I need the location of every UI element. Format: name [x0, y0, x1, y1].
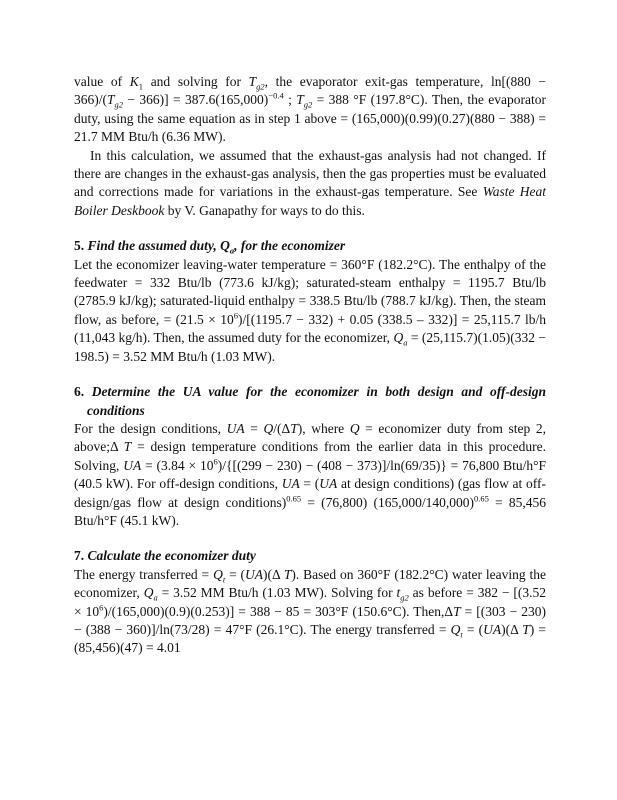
step-5-heading: 5. Find the assumed duty, $Q_a$, for the economizer: [74, 238, 346, 256]
step-7-body: The energy transferred = $Q_t = (UA)(\Delta$ T). Based on 360°F (182.2°C) water leaving the economizer, $Q_a = 3.52$ MM Btu/h (1.03 MW). Solving for $t_{g2}$ as before = $382 - [(3.52 \times 10^6)/(165,000)(0.9)(0.253)] = 388 - 85 = 303^\circ F$ (150.6°C). Then,ΔT = [(303 − 230) − (388 − 360)]/ln(73/28) = 47°F (26.1°C). The energy transferred = $Q_t = (UA)(\Delta$ T) = (85,456)(47) = 4.01: [74, 566, 547, 656]
step-5-body: Let the economizer leaving-water temperature = 360°F (182.2°C). The enthalpy of the feedwater = 332 Btu/lb (773.6 kJ/kg); saturated-steam enthalpy = 1195.7 Btu/lb (2785.9 kJ/kg); saturated-liquid enthalpy = 338.5 Btu/lb (788.7 kJ/kg). Then, the steam flow, as before, = $(21.5 \times 10^6)/[(1195.7 - 332) + 0.05$ (338.5 – 332)] = 25,115.7 lb/h (11,043 kg/h). Then, the assumed duty for the economizer, $Q_a = (25,115.7)(1.05)(332 - 198.5) = 3.52$ MM Btu/h (1.03 MW).: [74, 256, 546, 364]
step-6-heading: 6. Determine the UA value for the economizer in both design and off-design conditions: [74, 384, 547, 418]
paragraph-evaporator-solution: value of $K_1$ and solving for $T_{g2}$, the evaporator exit-gas temperature, $\ln[(880 - 366)/(T_{g2} - 366)] = 387.6(165,000)^{-0.4}$ ; $T_{g2} = 388$ °F (197.8°C). Then, the evaporator duty, using the same equation as in step 1 above = (165,000)(0.99)(0.27)(880 − 388) = 21.7 MM Btu/h (6.36 MW).: [74, 74, 546, 145]
step-6-body: For the design conditions, UA = Q/(ΔT), where Q = economizer duty from step 2, above;Δ T = design temperature conditions from the earlier data in this procedure. Solving, UA = $(3.84 \times 10^6)/\{[(299 - 230) - (408 - 373)]/\ln(69/35)\} = 76,800$ Btu/h°F (40.5 kW). For off-design conditions, UA = (UA at design conditions) (gas flow at off-design/gas flow at design conditions)$^{0.65}$ = (76,800) $(165,000/140,000)^{0.65} = 85,456$ Btu/h°F (45.1 kW).: [74, 420, 547, 528]
paragraph-exhaust-gas-note: In this calculation, we assumed that the exhaust-gas analysis had not changed. If there are changes in the exhaust-gas analysis, then the gas properties must be evaluated and corrections made for variations in the exhaust-gas temperature. See Waste Heat Boiler Deskbook by V. Ganapathy for ways to do this.: [74, 147, 546, 218]
step-7-heading: 7. Calculate the economizer duty: [74, 548, 256, 564]
document-page: [74, 73, 546, 658]
